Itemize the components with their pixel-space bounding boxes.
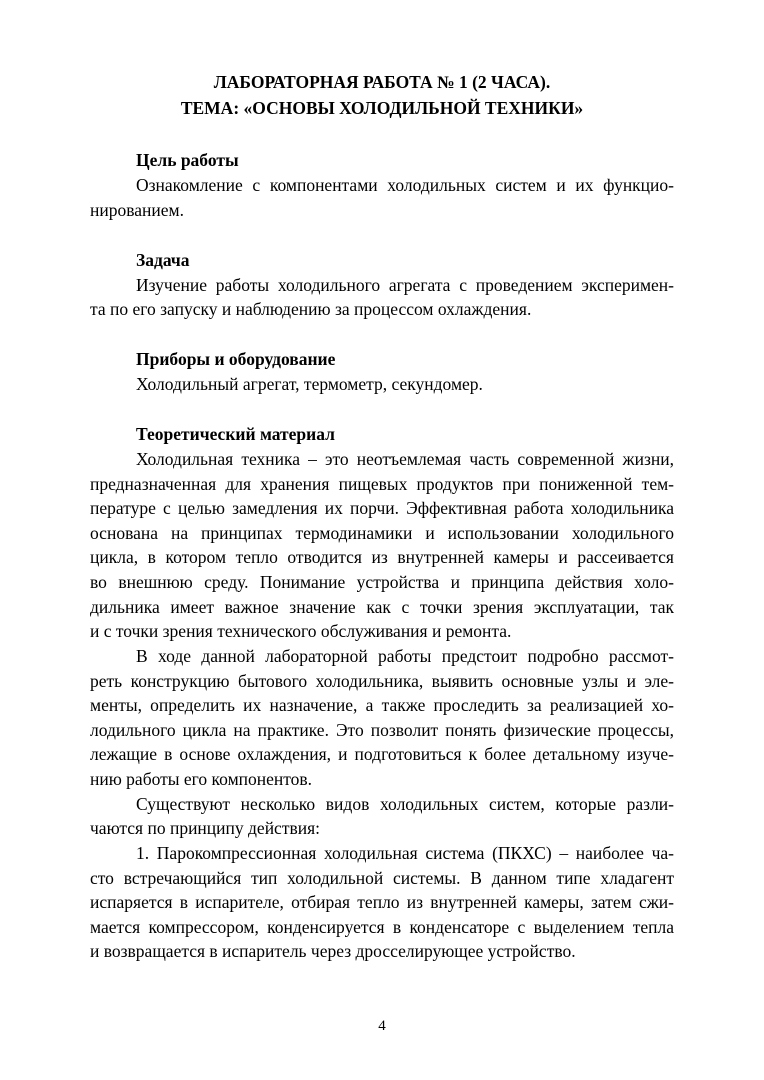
theory-paragraph-line: дильника имеет важное значение как с точки зрения эксплуатации, так xyxy=(90,597,674,617)
document-title-line-1: ЛАБОРАТОРНАЯ РАБОТА № 1 (2 ЧАСА). xyxy=(213,72,551,92)
theory-paragraph-line: предназначенная для хранения пищевых продуктов при пониженной тем- xyxy=(90,474,674,494)
equipment-heading: Приборы и оборудование xyxy=(136,349,336,369)
theory-paragraph-line: цикла, в котором тепло отводится из внутренней камеры и рассеивается xyxy=(90,547,674,567)
goal-text-line: нированием. xyxy=(90,200,184,220)
document-title-line-2: ТЕМА: «ОСНОВЫ ХОЛОДИЛЬНОЙ ТЕХНИКИ» xyxy=(180,98,584,118)
task-text-line: та по его запуску и наблюдению за процессом охлаждения. xyxy=(90,299,532,319)
theory-paragraph-line: нию работы его компонентов. xyxy=(90,769,313,789)
theory-paragraph-line: реть конструкцию бытового холодильника, выявить основные узлы и эле- xyxy=(90,671,674,691)
theory-paragraph-line: сто встречающийся тип холодильной системы. В данном типе хладагент xyxy=(90,868,674,888)
goal-heading: Цель работы xyxy=(136,150,239,170)
theory-paragraph-line: мается компрессором, конденсируется в конденсаторе с выделением тепла xyxy=(90,917,674,937)
theory-heading: Теоретический материал xyxy=(136,424,335,444)
theory-paragraph-line: лежащие в основе охлаждения, и подготовиться к более детальному изуче- xyxy=(90,744,674,764)
theory-paragraph-line: испаряется в испарителе, отбирая тепло из внутренней камеры, затем сжи- xyxy=(90,892,674,912)
theory-paragraph-line: во внешнюю среду. Понимание устройства и принципа действия холо- xyxy=(90,572,674,592)
goal-text-line: Ознакомление с компонентами холодильных систем и их функцио- xyxy=(136,175,674,195)
theory-paragraph-line: В ходе данной лабораторной работы предстоит подробно рассмот- xyxy=(136,646,674,666)
theory-paragraph-line: пературе с целью замедления их порчи. Эффективная работа холодильника xyxy=(90,498,674,518)
task-heading: Задача xyxy=(136,250,190,270)
theory-paragraph-line: менты, определить их назначение, а также проследить за реализацией хо- xyxy=(90,695,674,715)
theory-paragraph-line: лодильного цикла на практике. Это позволит понять физические процессы, xyxy=(90,720,674,740)
theory-paragraph-line: и возвращается в испаритель через дросселирующее устройство. xyxy=(90,941,576,961)
theory-paragraph-line: основана на принципах термодинамики и использовании холодильного xyxy=(90,523,674,543)
theory-paragraph-line: 1. Парокомпрессионная холодильная система (ПКХС) – наиболее ча- xyxy=(136,843,674,863)
equipment-text-line: Холодильный агрегат, термометр, секундомер. xyxy=(136,374,483,394)
page-number: 4 xyxy=(378,1018,386,1034)
theory-paragraph-line: и с точки зрения технического обслуживания и ремонта. xyxy=(90,621,512,641)
theory-paragraph-line: Холодильная техника – это неотъемлемая часть современной жизни, xyxy=(136,449,674,469)
theory-paragraph-line: Существуют несколько видов холодильных систем, которые разли- xyxy=(136,794,674,814)
theory-paragraph-line: чаются по принципу действия: xyxy=(90,818,321,838)
task-text-line: Изучение работы холодильного агрегата с проведением эксперимен- xyxy=(136,275,674,295)
